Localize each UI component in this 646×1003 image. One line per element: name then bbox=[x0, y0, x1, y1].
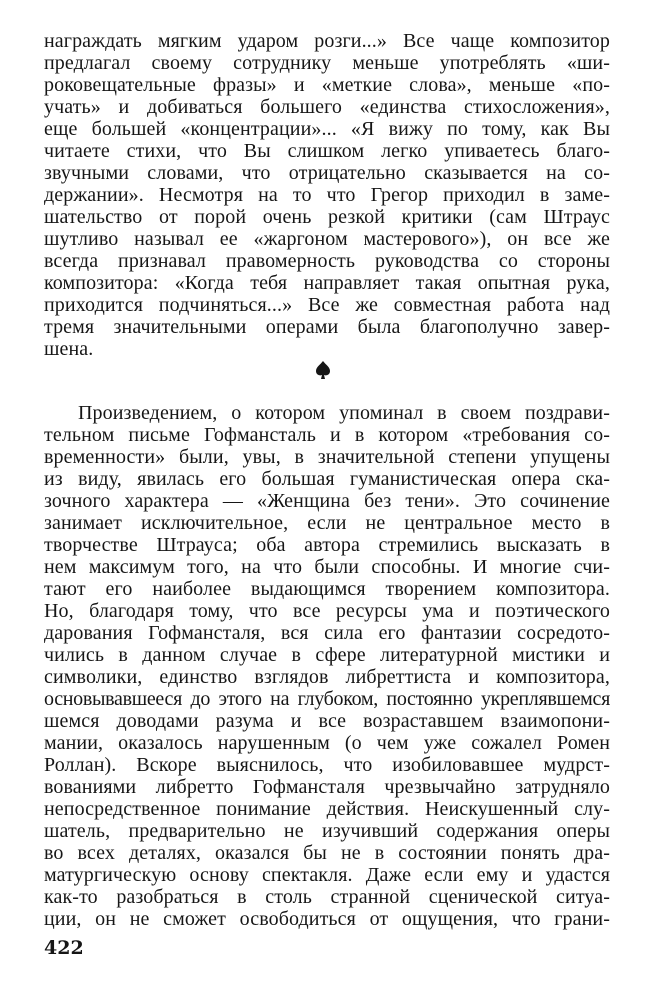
text-line: во всех деталях, оказался бы не в состоянии понять дра- bbox=[44, 842, 610, 864]
text-line: шательство от порой очень резкой критики (сам Штраус bbox=[44, 206, 610, 228]
text-line: приходится подчиняться...» Все же совместная работа над bbox=[44, 294, 610, 316]
text-line: дарования Гофмансталя, вся сила его фантазии сосредото- bbox=[44, 622, 610, 644]
text-line: занимает исключительное, если не центральное место в bbox=[44, 512, 610, 534]
text-line: Роллан). Вскоре выяснилось, что изобиловавшее мудрст- bbox=[44, 754, 610, 776]
text-line: читаете стихи, что Вы слишком легко упиваетесь благо- bbox=[44, 140, 610, 162]
fleuron-icon bbox=[314, 360, 332, 380]
text-line: мании, оказалось нарушенным (о чем уже сожалел Ромен bbox=[44, 732, 610, 754]
text-line: символики, единство взглядов либреттиста и композитора, bbox=[44, 666, 610, 688]
text-line: тают его наиболее выдающимся творением композитора. bbox=[44, 578, 610, 600]
text-line: вованиями либретто Гофмансталя чрезвычайно затрудняло bbox=[44, 776, 610, 798]
text-line: учать» и добиваться большего «единства стихосложения», bbox=[44, 96, 610, 118]
page-number: 422 bbox=[44, 937, 84, 959]
text-line: Но, благодаря тому, что все ресурсы ума и поэтического bbox=[44, 600, 610, 622]
text-line: всегда признавал правомерность руководства со стороны bbox=[44, 250, 610, 272]
text-line: Произведением, о котором упоминал в своем поздрави- bbox=[78, 402, 610, 424]
text-line: шутливо называл ее «жаргоном мастерового»), он все же bbox=[44, 228, 610, 250]
text-line: матургическую основу спектакля. Даже если ему и удастся bbox=[44, 864, 610, 886]
text-line: держании». Несмотря на то что Грегор приходил в заме- bbox=[44, 184, 610, 206]
text-line: предлагал своему сотруднику меньше употреблять «ши- bbox=[44, 52, 610, 74]
text-line: еще большей «концентрации»... «Я вижу по тому, как Вы bbox=[44, 118, 610, 140]
text-line: роковещательные фразы» и «меткие слова», меньше «по- bbox=[44, 74, 610, 96]
text-line: награждать мягким ударом розги...» Все чаще композитор bbox=[44, 30, 610, 52]
text-line: из виду, явилась его большая гуманистическая опера ска- bbox=[44, 468, 610, 490]
text-line: тремя значительными операми была благополучно завер- bbox=[44, 316, 610, 338]
text-line: звучными словами, что отрицательно сказывается на со- bbox=[44, 162, 610, 184]
text-line: основывавшееся до этого на глубоком, постоянно укреплявшемся bbox=[44, 688, 610, 710]
text-line: композитора: «Когда тебя направляет такая опытная рука, bbox=[44, 272, 610, 294]
text-line: временности» были, увы, в значительной степени упущены bbox=[44, 446, 610, 468]
text-line: творчестве Штрауса; оба автора стремились высказать в bbox=[44, 534, 610, 556]
text-line: шатель, предварительно не изучивший содержания оперы bbox=[44, 820, 610, 842]
text-line: тельном письме Гофмансталь и в котором «требования со- bbox=[44, 424, 610, 446]
text-line: чились в данном случае в сфере литературной мистики и bbox=[44, 644, 610, 666]
text-line: шена. bbox=[44, 338, 94, 360]
text-line: шемся доводами разума и все возраставшем взаимопони- bbox=[44, 710, 610, 732]
text-line: как-то разобраться в столь странной сценической ситуа- bbox=[44, 886, 610, 908]
text-line: зочного характера — «Женщина без тени». Это сочинение bbox=[44, 490, 610, 512]
text-line: ции, он не сможет освободиться от ощущения, что грани- bbox=[44, 908, 610, 930]
text-line: непосредственное понимание действия. Неискушенный слу- bbox=[44, 798, 610, 820]
text-line: нем максимум того, на что были способны. И многие счи- bbox=[44, 556, 610, 578]
